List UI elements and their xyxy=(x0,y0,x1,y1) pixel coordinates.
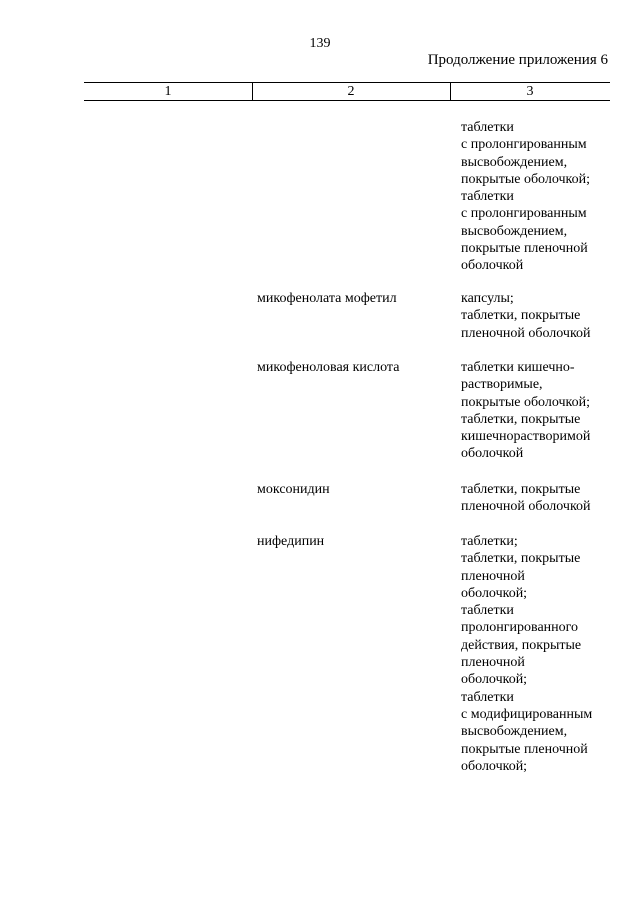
form-line: пленочной xyxy=(461,655,525,671)
form-line: покрытые пленочной xyxy=(461,741,588,757)
table-row-forms xyxy=(461,359,631,463)
drug-name: микофенолата мофетил xyxy=(257,291,397,306)
header-col-3: 3 xyxy=(526,84,534,99)
form-line: покрытые пленочной xyxy=(461,241,588,257)
form-line: оболочкой; xyxy=(461,672,528,688)
form-line: таблетки xyxy=(461,189,514,205)
form-line: таблетки xyxy=(461,689,514,705)
form-line: высвобождением, xyxy=(461,724,568,740)
form-line: с модифицированным xyxy=(461,706,593,722)
form-line: пленочной xyxy=(461,568,525,584)
form-line: таблетки, покрытые xyxy=(461,411,581,427)
form-line: таблетки xyxy=(461,120,514,135)
drug-name: нифедипин xyxy=(257,534,325,549)
form-line: пленочной оболочкой xyxy=(461,499,591,515)
form-line: оболочкой; xyxy=(461,585,528,601)
form-line: таблетки кишечно- xyxy=(461,360,575,375)
form-line: покрытые оболочкой; xyxy=(461,394,591,410)
form-line: кишечнорастворимой xyxy=(461,429,591,445)
form-line: с пролонгированным xyxy=(461,206,587,222)
form-line: действия, покрытые xyxy=(461,637,582,653)
continuation-title: Продолжение приложения 6 xyxy=(427,52,608,68)
header-bottom-rule xyxy=(84,100,610,101)
table-row-forms xyxy=(461,290,631,342)
drug-name: моксонидин xyxy=(257,482,330,497)
form-line: высвобождением, xyxy=(461,154,568,170)
form-line: капсулы; xyxy=(461,291,514,306)
table-row-forms xyxy=(461,119,631,275)
form-line: с пролонгированным xyxy=(461,137,587,153)
form-line: таблетки, покрытые xyxy=(461,482,581,497)
form-line: таблетки xyxy=(461,603,514,619)
form-line: высвобождением, xyxy=(461,223,568,239)
form-line: оболочкой; xyxy=(461,758,528,774)
table-row-forms xyxy=(461,533,631,775)
drug-name: микофеноловая кислота xyxy=(257,360,400,375)
header-col-1: 1 xyxy=(164,84,172,99)
form-line: таблетки, покрытые xyxy=(461,308,581,324)
form-line: таблетки, покрытые xyxy=(461,551,581,567)
page-number: 139 xyxy=(309,36,331,51)
form-line: оболочкой xyxy=(461,258,524,274)
form-line: пленочной оболочкой xyxy=(461,325,591,341)
form-line: оболочкой xyxy=(461,446,524,462)
form-line: пролонгированного xyxy=(461,620,579,636)
form-line: растворимые, xyxy=(461,377,543,393)
table-row-forms xyxy=(461,481,631,516)
form-line: таблетки; xyxy=(461,534,518,549)
header-col-2: 2 xyxy=(347,84,355,99)
form-line: покрытые оболочкой; xyxy=(461,171,591,187)
